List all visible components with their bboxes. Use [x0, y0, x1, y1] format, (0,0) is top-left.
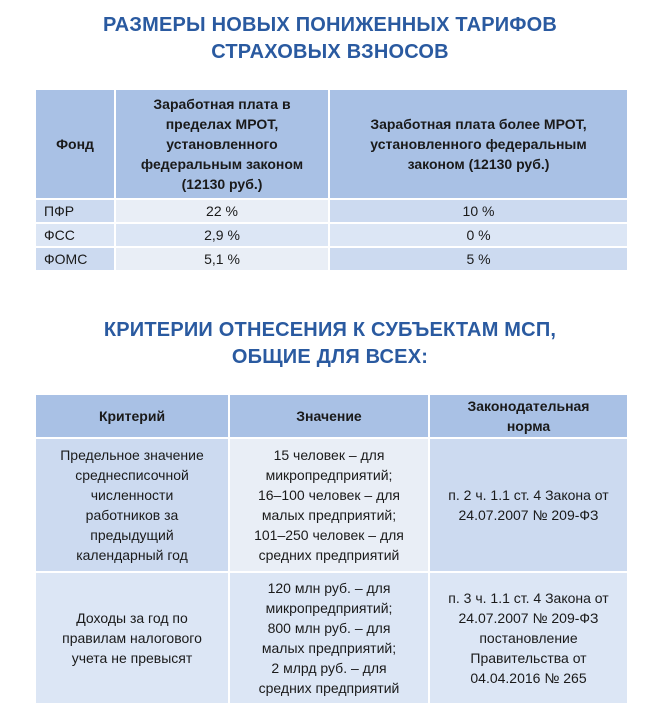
- table-row: [35, 223, 628, 247]
- header-within-mrot: Заработная плата в пределах МРОТ, установленного федеральным законом (12130 руб.): [115, 89, 329, 199]
- table-row: [35, 438, 628, 572]
- tariffs-heading-line1: РАЗМЕРЫ НОВЫХ ПОНИЖЕННЫХ ТАРИФОВ: [102, 14, 558, 36]
- above-mrot-cell: 5 %: [329, 247, 628, 271]
- norm-cell: п. 2 ч. 1.1 ст. 4 Закона от 24.07.2007 № 209-ФЗ: [429, 438, 628, 572]
- tariffs-table-header-row: [35, 89, 628, 199]
- value-cell: 120 млн руб. – для микропредприятий; 800 млн руб. – для малых предприятий; 2 млрд руб. – для средних предприятий: [229, 572, 429, 704]
- norm-cell: п. 3 ч. 1.1 ст. 4 Закона от 24.07.2007 № 209-ФЗ постановление Правительства от 04.04.2016 № 265: [429, 572, 628, 704]
- within-mrot-cell: 5,1 %: [115, 247, 329, 271]
- criteria-heading: [0, 317, 660, 371]
- criteria-table: [34, 393, 629, 705]
- fund-cell: ФОМС: [35, 247, 115, 271]
- within-mrot-cell: 22 %: [115, 199, 329, 223]
- fund-cell: ПФР: [35, 199, 115, 223]
- header-value: Значение: [229, 394, 429, 438]
- tariffs-heading-line2: СТРАХОВЫХ ВЗНОСОВ: [211, 41, 449, 63]
- within-mrot-cell: 2,9 %: [115, 223, 329, 247]
- table-row: [35, 199, 628, 223]
- header-fund: Фонд: [35, 89, 115, 199]
- header-above-mrot: Заработная плата более МРОТ, установленного федеральным законом (12130 руб.): [329, 89, 628, 199]
- above-mrot-cell: 0 %: [329, 223, 628, 247]
- criteria-table-header-row: [35, 394, 628, 438]
- criteria-heading-line1: КРИТЕРИИ ОТНЕСЕНИЯ К СУБЪЕКТАМ МСП,: [103, 319, 557, 341]
- table-row: [35, 247, 628, 271]
- criterion-cell: Доходы за год по правилам налогового учета не превысят: [35, 572, 229, 704]
- value-cell: 15 человек – для микропредприятий; 16–100 человек – для малых предприятий; 101–250 человек – для средних предприятий: [229, 438, 429, 572]
- table-row: [35, 572, 628, 704]
- tariffs-table: [34, 88, 629, 272]
- header-criterion: Критерий: [35, 394, 229, 438]
- above-mrot-cell: 10 %: [329, 199, 628, 223]
- header-norm: Законодательная норма: [429, 394, 628, 438]
- tariffs-heading: [0, 12, 660, 66]
- criterion-cell: Предельное значение среднесписочной численности работников за предыдущий календарный год: [35, 438, 229, 572]
- criteria-heading-line2: ОБЩИЕ ДЛЯ ВСЕХ:: [231, 346, 429, 368]
- fund-cell: ФСС: [35, 223, 115, 247]
